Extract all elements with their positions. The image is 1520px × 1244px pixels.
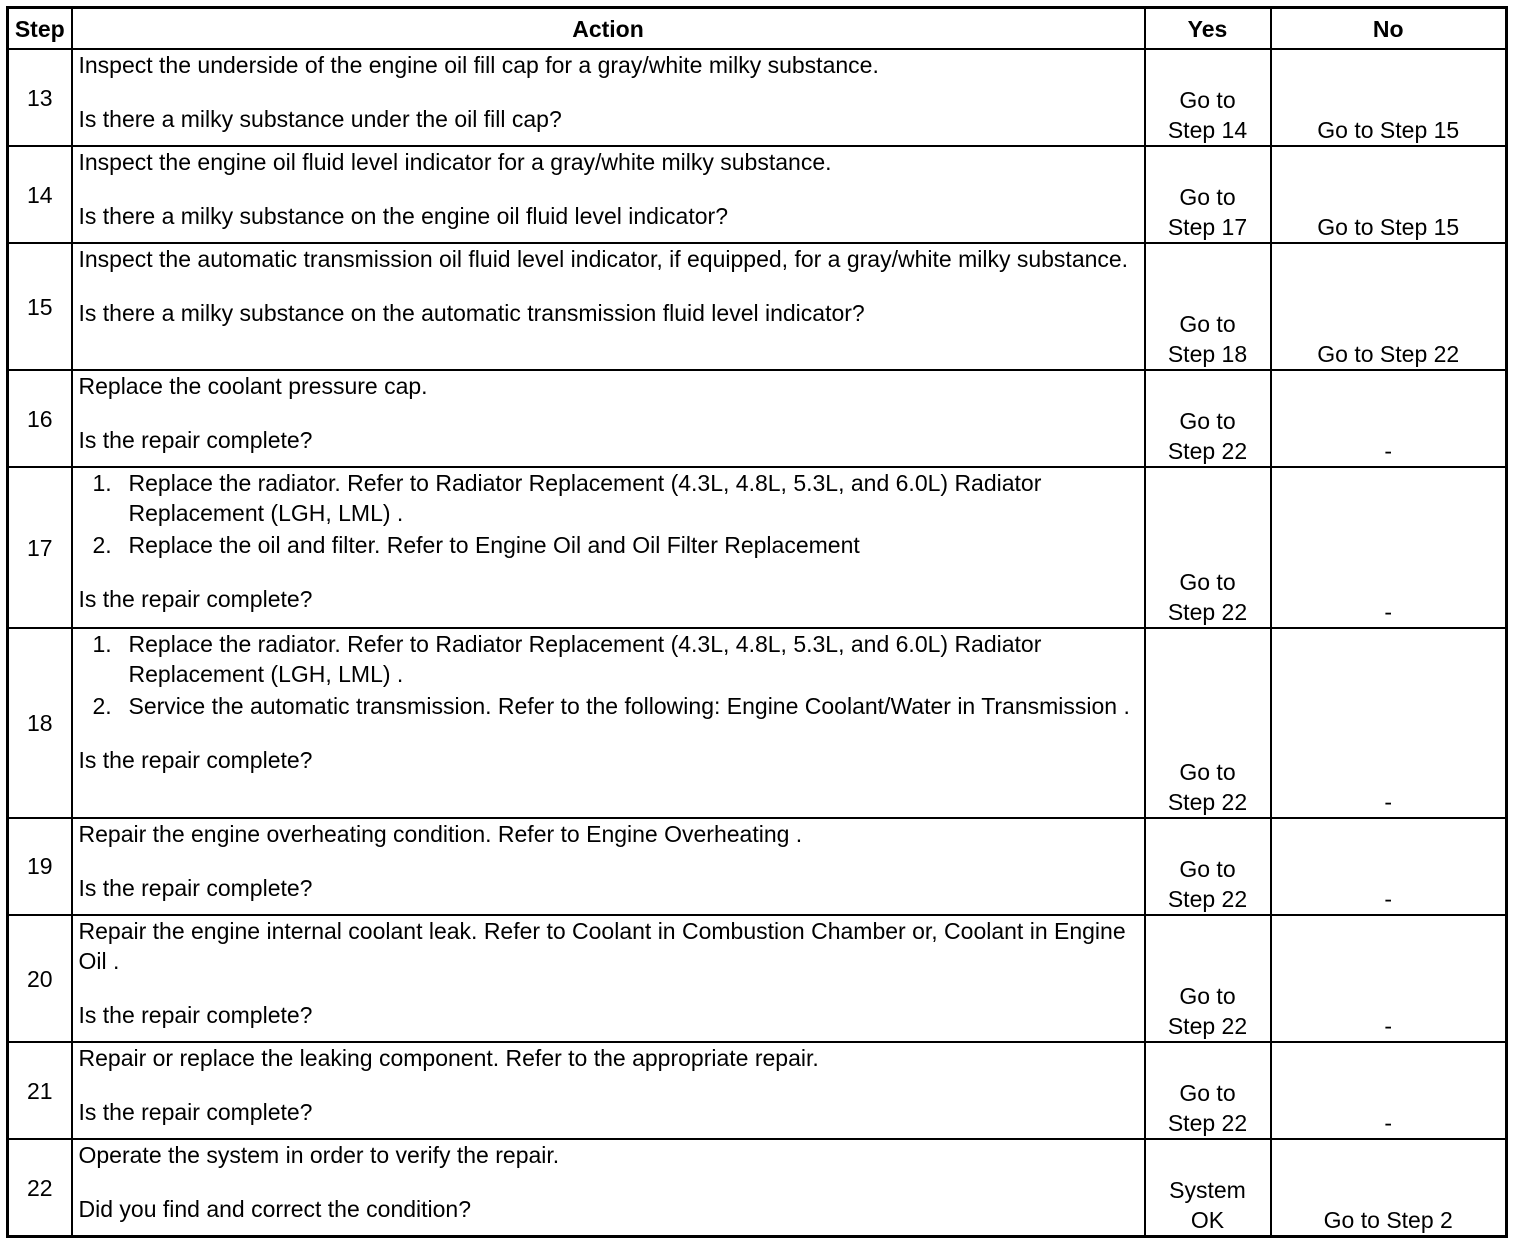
action-question: Is the repair complete? xyxy=(78,1002,313,1029)
action-question: Is the repair complete? xyxy=(78,1099,313,1126)
table-row xyxy=(8,1139,1507,1236)
list-item-number: 1. xyxy=(92,630,112,657)
action-question: Is the repair complete? xyxy=(78,874,313,901)
step-number: 21 xyxy=(8,1042,72,1139)
table-row xyxy=(8,467,1507,627)
step-number: 19 xyxy=(8,818,72,915)
yes-line-1: Go to xyxy=(1179,758,1236,785)
action-text: Inspect the automatic transmission oil fluid level indicator, if equipped, for a gray/white milky substance. xyxy=(78,246,1129,273)
yes-cell xyxy=(1145,49,1271,146)
action-question: Is the repair complete? xyxy=(78,427,313,454)
no-cell: - xyxy=(1271,1042,1507,1139)
header-yes: Yes xyxy=(1145,8,1271,50)
yes-line-2: Step 17 xyxy=(1167,214,1248,241)
yes-line-1: Go to xyxy=(1179,1080,1236,1107)
yes-line-1: Go to xyxy=(1179,856,1236,883)
action-cell xyxy=(72,243,1145,370)
yes-line-2: OK xyxy=(1190,1207,1225,1233)
yes-line-2: Step 22 xyxy=(1167,1013,1248,1040)
action-step-list xyxy=(79,629,1138,721)
action-text: Repair the engine overheating condition. Refer to Engine Overheating . xyxy=(78,820,803,847)
step-number: 18 xyxy=(8,628,72,818)
list-item-text: Service the automatic transmission. Refer to the following: Engine Coolant/Water in Transmission . xyxy=(128,692,1130,719)
list-item xyxy=(92,530,1138,560)
yes-line-1: System xyxy=(1169,1177,1246,1203)
yes-cell xyxy=(1145,1042,1271,1139)
table-row xyxy=(8,146,1507,243)
action-step-list xyxy=(79,468,1138,560)
header-action: Action xyxy=(72,8,1145,50)
table-row xyxy=(8,915,1507,1042)
yes-line-1: Go to xyxy=(1179,87,1236,114)
list-item-number: 2. xyxy=(92,532,112,559)
yes-line-2: Step 14 xyxy=(1167,117,1248,144)
header-step: Step xyxy=(8,8,72,50)
table-row xyxy=(8,243,1507,370)
table-row xyxy=(8,628,1507,818)
yes-line-1: Go to xyxy=(1179,408,1236,435)
yes-cell xyxy=(1145,915,1271,1042)
yes-cell xyxy=(1145,628,1271,818)
action-cell xyxy=(72,370,1145,467)
header-no: No xyxy=(1271,8,1507,50)
yes-line-2: Step 18 xyxy=(1167,341,1248,368)
action-text: Repair or replace the leaking component. Refer to the appropriate repair. xyxy=(78,1045,819,1072)
yes-line-1: Go to xyxy=(1179,311,1236,338)
list-item xyxy=(92,691,1138,721)
list-item-number: 1. xyxy=(92,470,112,497)
action-question: Is the repair complete? xyxy=(78,746,313,773)
table-row xyxy=(8,370,1507,467)
yes-cell xyxy=(1145,467,1271,627)
list-item-text: Replace the radiator. Refer to Radiator Replacement (4.3L, 4.8L, 5.3L, and 6.0L) Radiator Replacement (LGH, LML) . xyxy=(128,470,1042,527)
step-number: 17 xyxy=(8,467,72,627)
action-question: Is the repair complete? xyxy=(78,586,313,613)
yes-line-1: Go to xyxy=(1179,184,1236,211)
step-number: 14 xyxy=(8,146,72,243)
no-cell: - xyxy=(1271,467,1507,627)
action-cell xyxy=(72,467,1145,627)
action-cell xyxy=(72,818,1145,915)
action-cell xyxy=(72,49,1145,146)
action-cell xyxy=(72,628,1145,818)
action-text: Inspect the underside of the engine oil fill cap for a gray/white milky substance. xyxy=(78,52,879,78)
no-cell: - xyxy=(1271,915,1507,1042)
no-cell: - xyxy=(1271,628,1507,818)
list-item xyxy=(92,629,1138,689)
table-row xyxy=(8,818,1507,915)
yes-cell xyxy=(1145,370,1271,467)
yes-line-2: Step 22 xyxy=(1167,438,1248,465)
step-number: 20 xyxy=(8,915,72,1042)
yes-cell xyxy=(1145,146,1271,243)
action-text: Repair the engine internal coolant leak. Refer to Coolant in Combustion Chamber or, Coolant in Engine Oil . xyxy=(78,918,1126,975)
step-number: 13 xyxy=(8,49,72,146)
list-item xyxy=(92,468,1138,528)
action-question: Did you find and correct the condition? xyxy=(78,1196,472,1223)
no-cell: Go to Step 15 xyxy=(1271,146,1507,243)
action-question: Is there a milky substance on the engine oil fluid level indicator? xyxy=(78,203,728,230)
action-cell xyxy=(72,915,1145,1042)
yes-cell xyxy=(1145,818,1271,915)
no-cell: Go to Step 22 xyxy=(1271,243,1507,370)
step-number: 15 xyxy=(8,243,72,370)
yes-line-2: Step 22 xyxy=(1167,886,1248,913)
list-item-text: Replace the radiator. Refer to Radiator Replacement (4.3L, 4.8L, 5.3L, and 6.0L) Radiator Replacement (LGH, LML) . xyxy=(128,630,1042,687)
header-row xyxy=(8,8,1507,50)
step-number: 22 xyxy=(8,1139,72,1236)
action-text: Operate the system in order to verify the repair. xyxy=(78,1142,560,1169)
table-row xyxy=(8,49,1507,146)
no-cell: - xyxy=(1271,370,1507,467)
step-number: 16 xyxy=(8,370,72,467)
table-row xyxy=(8,1042,1507,1139)
yes-cell xyxy=(1145,1139,1271,1236)
yes-line-2: Step 22 xyxy=(1167,788,1248,815)
action-text: Replace the coolant pressure cap. xyxy=(78,373,428,400)
action-cell xyxy=(72,1139,1145,1236)
list-item-number: 2. xyxy=(92,692,112,719)
no-cell: Go to Step 2 xyxy=(1271,1139,1507,1236)
action-question: Is there a milky substance on the automatic transmission fluid level indicator? xyxy=(78,300,865,327)
list-item-text: Replace the oil and filter. Refer to Engine Oil and Oil Filter Replacement xyxy=(128,532,860,559)
no-cell: Go to Step 15 xyxy=(1271,49,1507,146)
yes-cell xyxy=(1145,243,1271,370)
diagnostic-table xyxy=(6,6,1508,1238)
yes-line-1: Go to xyxy=(1179,568,1236,595)
yes-line-2: Step 22 xyxy=(1167,598,1248,625)
yes-line-2: Step 22 xyxy=(1167,1110,1248,1137)
yes-line-1: Go to xyxy=(1179,983,1236,1010)
action-cell xyxy=(72,1042,1145,1139)
action-text: Inspect the engine oil fluid level indicator for a gray/white milky substance. xyxy=(78,149,832,176)
no-cell: - xyxy=(1271,818,1507,915)
action-cell xyxy=(72,146,1145,243)
action-question: Is there a milky substance under the oil fill cap? xyxy=(78,106,562,132)
